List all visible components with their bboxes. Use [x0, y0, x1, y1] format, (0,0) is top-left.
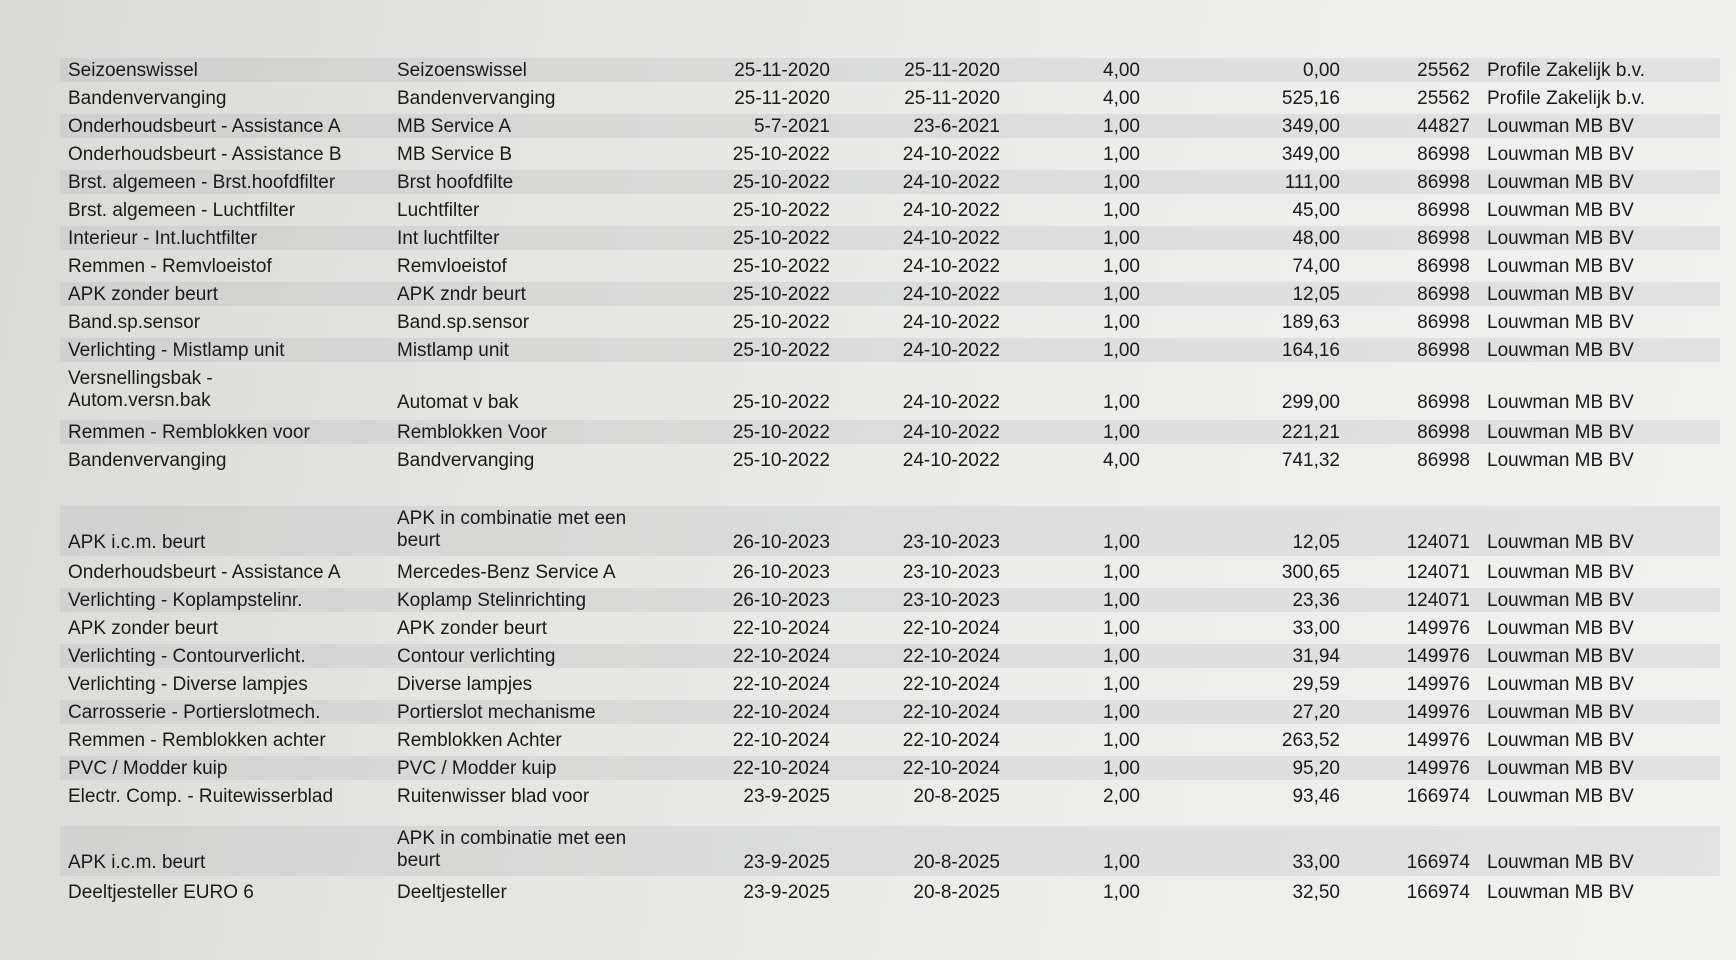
- row-item: Koplamp Stelinrichting: [397, 590, 587, 611]
- row-supplier: Profile Zakelijk b.v.: [1487, 88, 1646, 109]
- table-row: [60, 616, 1720, 640]
- row-supplier: Louwman MB BV: [1487, 590, 1634, 611]
- row-date-1: 25-10-2022: [732, 144, 830, 165]
- row-supplier: Louwman MB BV: [1487, 618, 1634, 639]
- table-row: [60, 142, 1720, 166]
- row-item: Bandenvervanging: [397, 88, 556, 109]
- row-amount: 95,20: [1292, 758, 1340, 779]
- row-supplier: Louwman MB BV: [1487, 228, 1634, 249]
- row-date-1: 25-10-2022: [732, 172, 830, 193]
- row-item: Int luchtfilter: [397, 228, 500, 249]
- row-amount: 349,00: [1281, 116, 1340, 137]
- row-quantity: 1,00: [1103, 852, 1140, 873]
- row-number: 86998: [1417, 312, 1470, 333]
- row-date-1: 25-10-2022: [732, 422, 830, 443]
- row-item: MB Service A: [397, 116, 512, 137]
- row-quantity: 1,00: [1103, 340, 1140, 361]
- row-supplier: Louwman MB BV: [1487, 284, 1634, 305]
- table-row: [60, 420, 1720, 444]
- row-date-1: 22-10-2024: [732, 646, 830, 667]
- row-description: Verlichting - Diverse lampjes: [68, 674, 308, 695]
- row-number: 124071: [1406, 532, 1470, 553]
- row-description: Remmen - Remblokken voor: [68, 422, 310, 443]
- row-date-2: 22-10-2024: [902, 618, 1000, 639]
- table-row: [60, 310, 1720, 334]
- row-date-1: 25-10-2022: [732, 392, 830, 413]
- table-row: [60, 560, 1720, 584]
- row-date-2: 23-10-2023: [902, 590, 1000, 611]
- row-description: APK i.c.m. beurt: [68, 532, 206, 553]
- row-item: Seizoenswissel: [397, 60, 527, 81]
- row-description: Bandenvervanging: [68, 450, 227, 471]
- row-amount: 32,50: [1292, 882, 1340, 903]
- row-supplier: Louwman MB BV: [1487, 702, 1634, 723]
- row-amount: 31,94: [1292, 646, 1340, 667]
- row-date-2: 23-6-2021: [913, 116, 1000, 137]
- row-supplier: Profile Zakelijk b.v.: [1487, 60, 1646, 81]
- row-supplier: Louwman MB BV: [1487, 730, 1634, 751]
- row-number: 86998: [1417, 172, 1470, 193]
- row-supplier: Louwman MB BV: [1487, 674, 1634, 695]
- row-date-2: 24-10-2022: [902, 450, 1000, 471]
- row-quantity: 1,00: [1103, 674, 1140, 695]
- table-row: [60, 338, 1720, 362]
- row-description: Brst. algemeen - Brst.hoofdfilter: [68, 172, 336, 193]
- row-date-2: 22-10-2024: [902, 730, 1000, 751]
- row-supplier: Louwman MB BV: [1487, 786, 1634, 807]
- row-description: Onderhoudsbeurt - Assistance B: [68, 144, 342, 165]
- row-amount: 300,65: [1281, 562, 1340, 583]
- row-number: 149976: [1406, 758, 1470, 779]
- row-number: 86998: [1417, 422, 1470, 443]
- row-quantity: 4,00: [1103, 88, 1140, 109]
- row-item: Ruitenwisser blad voor: [397, 786, 590, 807]
- row-number: 86998: [1417, 284, 1470, 305]
- table-row: [60, 728, 1720, 752]
- row-date-2: 25-11-2020: [904, 88, 1000, 109]
- row-quantity: 1,00: [1103, 284, 1140, 305]
- row-item: Brst hoofdfilte: [397, 172, 514, 193]
- row-quantity: 1,00: [1103, 256, 1140, 277]
- row-quantity: 1,00: [1103, 882, 1140, 903]
- table-row: [60, 198, 1720, 222]
- row-amount: 23,36: [1292, 590, 1340, 611]
- row-quantity: 1,00: [1103, 758, 1140, 779]
- table-row: [60, 170, 1720, 194]
- row-supplier: Louwman MB BV: [1487, 172, 1634, 193]
- row-quantity: 1,00: [1103, 646, 1140, 667]
- row-amount: 299,00: [1281, 392, 1340, 413]
- row-date-2: 24-10-2022: [902, 200, 1000, 221]
- row-supplier: Louwman MB BV: [1487, 392, 1634, 413]
- row-quantity: 2,00: [1103, 786, 1140, 807]
- row-number: 86998: [1417, 228, 1470, 249]
- row-date-1: 26-10-2023: [732, 590, 830, 611]
- row-item: Diverse lampjes: [397, 674, 533, 695]
- row-date-1: 26-10-2023: [732, 532, 830, 553]
- row-amount: 93,46: [1292, 786, 1340, 807]
- row-date-2: 20-8-2025: [913, 786, 1000, 807]
- row-number: 86998: [1417, 450, 1470, 471]
- row-supplier: Louwman MB BV: [1487, 450, 1634, 471]
- row-quantity: 1,00: [1103, 116, 1140, 137]
- row-supplier: Louwman MB BV: [1487, 532, 1634, 553]
- row-description: Verlichting - Mistlamp unit: [68, 340, 285, 361]
- row-supplier: Louwman MB BV: [1487, 256, 1634, 277]
- table-row: [60, 86, 1720, 110]
- table-row: [60, 448, 1720, 472]
- table-row: [60, 880, 1720, 904]
- row-date-1: 22-10-2024: [732, 674, 830, 695]
- row-item: Band.sp.sensor: [397, 312, 530, 333]
- row-description: PVC / Modder kuip: [68, 758, 228, 779]
- row-supplier: Louwman MB BV: [1487, 144, 1634, 165]
- row-item: Remblokken Achter: [397, 730, 562, 751]
- row-number: 149976: [1406, 730, 1470, 751]
- row-number: 149976: [1406, 674, 1470, 695]
- row-date-1: 25-10-2022: [732, 200, 830, 221]
- table-row: [60, 756, 1720, 780]
- row-date-2: 24-10-2022: [902, 312, 1000, 333]
- row-item: Automat v bak: [397, 392, 519, 413]
- row-date-1: 25-11-2020: [734, 88, 830, 109]
- row-amount: 741,32: [1281, 450, 1340, 471]
- table-row: [60, 672, 1720, 696]
- row-number: 86998: [1417, 392, 1470, 413]
- row-supplier: Louwman MB BV: [1487, 852, 1634, 873]
- row-number: 166974: [1406, 852, 1470, 873]
- table-row: [60, 700, 1720, 724]
- row-item: APK in combinatie met een beurt: [397, 828, 627, 871]
- row-date-1: 25-10-2022: [732, 228, 830, 249]
- row-date-2: 23-10-2023: [902, 532, 1000, 553]
- row-item: APK zndr beurt: [397, 284, 526, 305]
- row-description: Brst. algemeen - Luchtfilter: [68, 200, 296, 221]
- row-item: MB Service B: [397, 144, 513, 165]
- row-number: 124071: [1406, 562, 1470, 583]
- row-description: Band.sp.sensor: [68, 312, 201, 333]
- row-description: Seizoenswissel: [68, 60, 198, 81]
- row-number: 124071: [1406, 590, 1470, 611]
- row-number: 166974: [1406, 882, 1470, 903]
- row-number: 86998: [1417, 200, 1470, 221]
- row-date-2: 24-10-2022: [902, 422, 1000, 443]
- row-date-1: 25-10-2022: [732, 340, 830, 361]
- row-date-2: 20-8-2025: [913, 882, 1000, 903]
- row-amount: 12,05: [1292, 532, 1340, 553]
- row-supplier: Louwman MB BV: [1487, 882, 1634, 903]
- row-date-2: 25-11-2020: [904, 60, 1000, 81]
- row-quantity: 1,00: [1103, 618, 1140, 639]
- table-row: [60, 58, 1720, 82]
- row-item: Bandvervanging: [397, 450, 535, 471]
- row-quantity: 1,00: [1103, 172, 1140, 193]
- row-item: Portierslot mechanisme: [397, 702, 596, 723]
- row-date-2: 23-10-2023: [902, 562, 1000, 583]
- row-item: APK in combinatie met een beurt: [397, 508, 627, 551]
- row-description: Versnellingsbak - Autom.versn.bak: [68, 368, 213, 411]
- row-date-2: 22-10-2024: [902, 646, 1000, 667]
- row-amount: 33,00: [1292, 618, 1340, 639]
- row-amount: 45,00: [1292, 200, 1340, 221]
- row-date-1: 23-9-2025: [743, 786, 830, 807]
- row-date-1: 25-10-2022: [732, 312, 830, 333]
- row-description: Interieur - Int.luchtfilter: [68, 228, 258, 249]
- row-number: 25562: [1417, 88, 1470, 109]
- row-date-2: 22-10-2024: [902, 702, 1000, 723]
- row-amount: 164,16: [1281, 340, 1340, 361]
- row-supplier: Louwman MB BV: [1487, 116, 1634, 137]
- row-description: Electr. Comp. - Ruitewisserblad: [68, 786, 334, 807]
- row-number: 44827: [1417, 116, 1470, 137]
- row-quantity: 1,00: [1103, 228, 1140, 249]
- row-date-1: 23-9-2025: [743, 882, 830, 903]
- row-quantity: 1,00: [1103, 590, 1140, 611]
- row-item: Contour verlichting: [397, 646, 556, 667]
- row-description: APK zonder beurt: [68, 284, 218, 305]
- row-amount: 12,05: [1292, 284, 1340, 305]
- row-amount: 189,63: [1281, 312, 1340, 333]
- row-number: 86998: [1417, 340, 1470, 361]
- row-date-2: 20-8-2025: [913, 852, 1000, 873]
- row-date-2: 24-10-2022: [902, 256, 1000, 277]
- row-quantity: 1,00: [1103, 144, 1140, 165]
- row-supplier: Louwman MB BV: [1487, 200, 1634, 221]
- row-number: 86998: [1417, 256, 1470, 277]
- row-date-2: 24-10-2022: [902, 172, 1000, 193]
- table-row: [60, 506, 1720, 556]
- row-date-2: 22-10-2024: [902, 674, 1000, 695]
- row-amount: 33,00: [1292, 852, 1340, 873]
- row-quantity: 1,00: [1103, 702, 1140, 723]
- table-row: [60, 644, 1720, 668]
- row-quantity: 1,00: [1103, 392, 1140, 413]
- row-date-1: 25-10-2022: [732, 256, 830, 277]
- row-description: APK zonder beurt: [68, 618, 218, 639]
- row-quantity: 1,00: [1103, 532, 1140, 553]
- row-description: Bandenvervanging: [68, 88, 227, 109]
- row-date-2: 24-10-2022: [902, 340, 1000, 361]
- table-row: [60, 114, 1720, 138]
- row-date-1: 25-10-2022: [732, 284, 830, 305]
- row-quantity: 4,00: [1103, 60, 1140, 81]
- row-date-2: 24-10-2022: [902, 284, 1000, 305]
- row-description: Deeltjesteller EURO 6: [68, 882, 254, 903]
- table-row: [60, 588, 1720, 612]
- row-number: 149976: [1406, 646, 1470, 667]
- row-number: 149976: [1406, 618, 1470, 639]
- row-quantity: 1,00: [1103, 422, 1140, 443]
- row-amount: 74,00: [1292, 256, 1340, 277]
- row-number: 166974: [1406, 786, 1470, 807]
- row-item: Deeltjesteller: [397, 882, 507, 903]
- row-description: Onderhoudsbeurt - Assistance A: [68, 562, 341, 583]
- row-amount: 525,16: [1281, 88, 1340, 109]
- row-number: 25562: [1417, 60, 1470, 81]
- row-description: APK i.c.m. beurt: [68, 852, 206, 873]
- row-date-1: 22-10-2024: [732, 702, 830, 723]
- row-description: Carrosserie - Portierslotmech.: [68, 702, 321, 723]
- row-quantity: 1,00: [1103, 312, 1140, 333]
- row-supplier: Louwman MB BV: [1487, 312, 1634, 333]
- table-row: [60, 226, 1720, 250]
- row-description: Onderhoudsbeurt - Assistance A: [68, 116, 341, 137]
- row-amount: 29,59: [1292, 674, 1340, 695]
- row-amount: 349,00: [1281, 144, 1340, 165]
- row-supplier: Louwman MB BV: [1487, 340, 1634, 361]
- row-date-2: 24-10-2022: [902, 392, 1000, 413]
- row-amount: 0,00: [1303, 60, 1340, 81]
- row-item: APK zonder beurt: [397, 618, 547, 639]
- row-date-1: 22-10-2024: [732, 618, 830, 639]
- row-description: Remmen - Remblokken achter: [68, 730, 326, 751]
- table-row: [60, 254, 1720, 278]
- row-item: Remblokken Voor: [397, 422, 547, 443]
- row-amount: 263,52: [1281, 730, 1340, 751]
- row-date-1: 22-10-2024: [732, 758, 830, 779]
- row-date-1: 23-9-2025: [743, 852, 830, 873]
- row-date-2: 24-10-2022: [902, 144, 1000, 165]
- row-supplier: Louwman MB BV: [1487, 646, 1634, 667]
- row-number: 149976: [1406, 702, 1470, 723]
- table-row: [60, 366, 1720, 416]
- row-date-1: 25-10-2022: [732, 450, 830, 471]
- row-date-1: 25-11-2020: [734, 60, 830, 81]
- row-item: Remvloeistof: [397, 256, 507, 277]
- table-row: [60, 826, 1720, 876]
- row-date-1: 22-10-2024: [732, 730, 830, 751]
- table-row: [60, 784, 1720, 808]
- row-description: Remmen - Remvloeistof: [68, 256, 272, 277]
- row-quantity: 1,00: [1103, 562, 1140, 583]
- table-row: [60, 282, 1720, 306]
- row-amount: 221,21: [1281, 422, 1340, 443]
- row-amount: 27,20: [1292, 702, 1340, 723]
- row-amount: 48,00: [1292, 228, 1340, 249]
- row-date-2: 24-10-2022: [902, 228, 1000, 249]
- row-supplier: Louwman MB BV: [1487, 758, 1634, 779]
- row-item: PVC / Modder kuip: [397, 758, 557, 779]
- row-supplier: Louwman MB BV: [1487, 422, 1634, 443]
- row-description: Verlichting - Koplampstelinr.: [68, 590, 303, 611]
- row-quantity: 4,00: [1103, 450, 1140, 471]
- row-amount: 111,00: [1284, 172, 1340, 193]
- row-item: Luchtfilter: [397, 200, 480, 221]
- row-item: Mistlamp unit: [397, 340, 509, 361]
- row-item: Mercedes-Benz Service A: [397, 562, 616, 583]
- row-date-2: 22-10-2024: [902, 758, 1000, 779]
- row-supplier: Louwman MB BV: [1487, 562, 1634, 583]
- row-date-1: 26-10-2023: [732, 562, 830, 583]
- row-quantity: 1,00: [1103, 730, 1140, 751]
- row-description: Verlichting - Contourverlicht.: [68, 646, 306, 667]
- row-date-1: 5-7-2021: [753, 116, 830, 137]
- row-number: 86998: [1417, 144, 1470, 165]
- row-quantity: 1,00: [1103, 200, 1140, 221]
